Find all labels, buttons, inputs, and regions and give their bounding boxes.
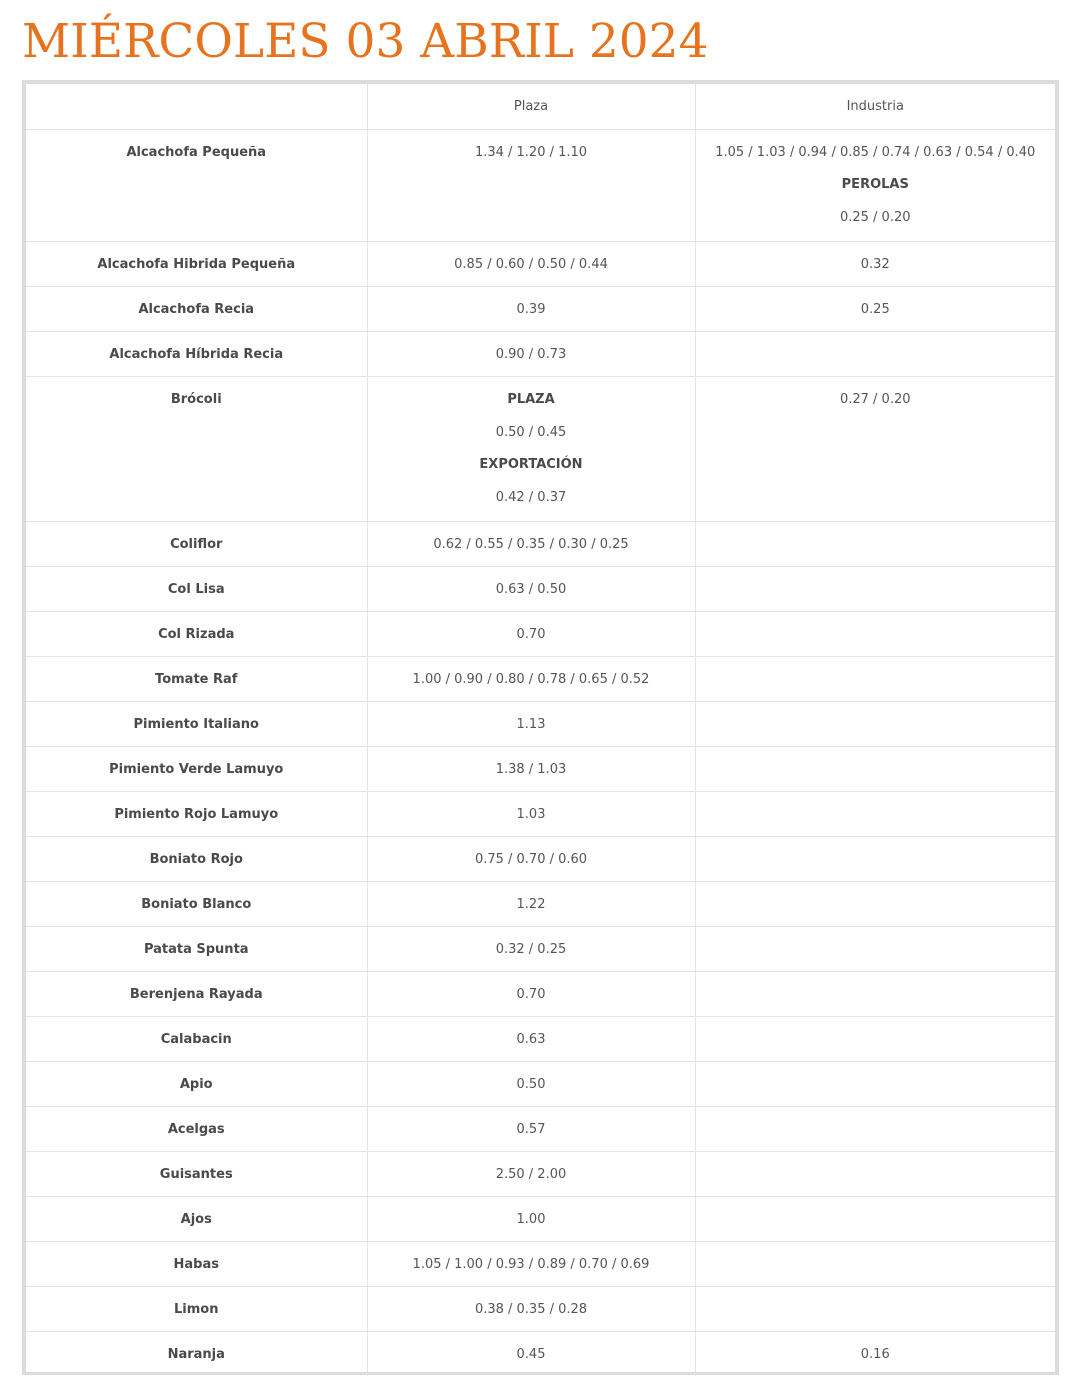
header-plaza: Plaza <box>367 84 695 129</box>
price-table <box>26 84 1055 1376</box>
industria-price: 0.27 / 0.20 <box>695 376 1055 521</box>
table-row <box>26 331 1055 376</box>
industria-price <box>695 611 1055 656</box>
industria-price <box>695 566 1055 611</box>
table-row <box>26 1331 1055 1376</box>
industria-price <box>695 331 1055 376</box>
table-row <box>26 746 1055 791</box>
plaza-price: 1.00 <box>367 1196 695 1241</box>
industria-price <box>695 791 1055 836</box>
industria-price: 0.25 <box>695 286 1055 331</box>
industria-price <box>695 1151 1055 1196</box>
product-name: Berenjena Rayada <box>26 971 367 1016</box>
table-row <box>26 656 1055 701</box>
industria-price <box>695 971 1055 1016</box>
table-row <box>26 701 1055 746</box>
product-name: Boniato Blanco <box>26 881 367 926</box>
plaza-sub-label: PLAZA <box>507 391 555 407</box>
product-name: Pimiento Italiano <box>26 701 367 746</box>
industria-price <box>695 1286 1055 1331</box>
industria-price <box>695 746 1055 791</box>
plaza-price: 0.70 <box>367 971 695 1016</box>
plaza-price: 1.05 / 1.00 / 0.93 / 0.89 / 0.70 / 0.69 <box>367 1241 695 1286</box>
plaza-price: 1.03 <box>367 791 695 836</box>
plaza-price: 2.50 / 2.00 <box>367 1151 695 1196</box>
industria-price <box>695 881 1055 926</box>
plaza-price: 1.38 / 1.03 <box>367 746 695 791</box>
plaza-price: 0.62 / 0.55 / 0.35 / 0.30 / 0.25 <box>367 521 695 566</box>
export-sub-value: 0.42 / 0.37 <box>495 489 567 505</box>
industria-price <box>695 1016 1055 1061</box>
product-name: Habas <box>26 1241 367 1286</box>
plaza-price: 0.63 <box>367 1016 695 1061</box>
product-name: Apio <box>26 1061 367 1106</box>
plaza-price: 1.13 <box>367 701 695 746</box>
industria-price <box>695 1061 1055 1106</box>
product-name: Calabacin <box>26 1016 367 1061</box>
industria-sub-label: PEROLAS <box>841 176 909 192</box>
table-row <box>26 1061 1055 1106</box>
plaza-price: 0.90 / 0.73 <box>367 331 695 376</box>
product-name: Guisantes <box>26 1151 367 1196</box>
table-header-row <box>26 84 1055 129</box>
product-name: Naranja <box>26 1331 367 1376</box>
industria-sub-value: 0.25 / 0.20 <box>839 209 911 225</box>
product-name: Col Rizada <box>26 611 367 656</box>
industria-price <box>695 701 1055 746</box>
industria-price <box>695 129 1055 241</box>
table-row <box>26 836 1055 881</box>
product-name: Pimiento Rojo Lamuyo <box>26 791 367 836</box>
industria-value: 1.05 / 1.03 / 0.94 / 0.85 / 0.74 / 0.63 / 0.54 / 0.40 <box>715 144 1036 160</box>
product-name: Limon <box>26 1286 367 1331</box>
product-name: Alcachofa Hibrida Pequeña <box>26 241 367 286</box>
plaza-price: 0.85 / 0.60 / 0.50 / 0.44 <box>367 241 695 286</box>
industria-price <box>695 1241 1055 1286</box>
plaza-price: 0.63 / 0.50 <box>367 566 695 611</box>
table-row <box>26 611 1055 656</box>
product-name: Col Lisa <box>26 566 367 611</box>
product-name: Alcachofa Recia <box>26 286 367 331</box>
table-row <box>26 1016 1055 1061</box>
plaza-sub-value: 0.50 / 0.45 <box>495 424 567 440</box>
table-row <box>26 1196 1055 1241</box>
header-product <box>26 84 367 129</box>
table-row <box>26 129 1055 241</box>
plaza-price: 0.45 <box>367 1331 695 1376</box>
page-title: MIÉRCOLES 03 ABRIL 2024 <box>22 14 709 69</box>
table-row <box>26 566 1055 611</box>
table-row <box>26 1286 1055 1331</box>
product-name: Alcachofa Híbrida Recia <box>26 331 367 376</box>
product-name: Patata Spunta <box>26 926 367 971</box>
header-industria: Industria <box>695 84 1055 129</box>
table-row <box>26 286 1055 331</box>
table-row <box>26 1241 1055 1286</box>
product-name: Ajos <box>26 1196 367 1241</box>
industria-price: 0.32 <box>695 241 1055 286</box>
product-name: Boniato Rojo <box>26 836 367 881</box>
table-row <box>26 1106 1055 1151</box>
plaza-price: 0.57 <box>367 1106 695 1151</box>
table-row <box>26 1151 1055 1196</box>
export-sub-label: EXPORTACIÓN <box>479 456 583 472</box>
table-row <box>26 926 1055 971</box>
industria-price <box>695 1106 1055 1151</box>
industria-price <box>695 656 1055 701</box>
plaza-price: 0.32 / 0.25 <box>367 926 695 971</box>
table-row <box>26 971 1055 1016</box>
product-name: Alcachofa Pequeña <box>26 129 367 241</box>
industria-price <box>695 836 1055 881</box>
product-name: Tomate Raf <box>26 656 367 701</box>
table-row <box>26 376 1055 521</box>
plaza-price: 0.75 / 0.70 / 0.60 <box>367 836 695 881</box>
product-name: Pimiento Verde Lamuyo <box>26 746 367 791</box>
plaza-price <box>367 376 695 521</box>
price-table-container <box>22 80 1059 1375</box>
industria-price <box>695 521 1055 566</box>
plaza-price: 1.34 / 1.20 / 1.10 <box>367 129 695 241</box>
table-row <box>26 881 1055 926</box>
industria-price: 0.16 <box>695 1331 1055 1376</box>
table-row <box>26 791 1055 836</box>
product-name: Brócoli <box>26 376 367 521</box>
industria-price <box>695 926 1055 971</box>
product-name: Coliflor <box>26 521 367 566</box>
plaza-price: 0.39 <box>367 286 695 331</box>
table-row <box>26 241 1055 286</box>
product-name: Acelgas <box>26 1106 367 1151</box>
plaza-price: 0.50 <box>367 1061 695 1106</box>
plaza-price: 0.70 <box>367 611 695 656</box>
industria-price <box>695 1196 1055 1241</box>
plaza-price: 1.22 <box>367 881 695 926</box>
plaza-price: 1.00 / 0.90 / 0.80 / 0.78 / 0.65 / 0.52 <box>367 656 695 701</box>
plaza-price: 0.38 / 0.35 / 0.28 <box>367 1286 695 1331</box>
table-row <box>26 521 1055 566</box>
